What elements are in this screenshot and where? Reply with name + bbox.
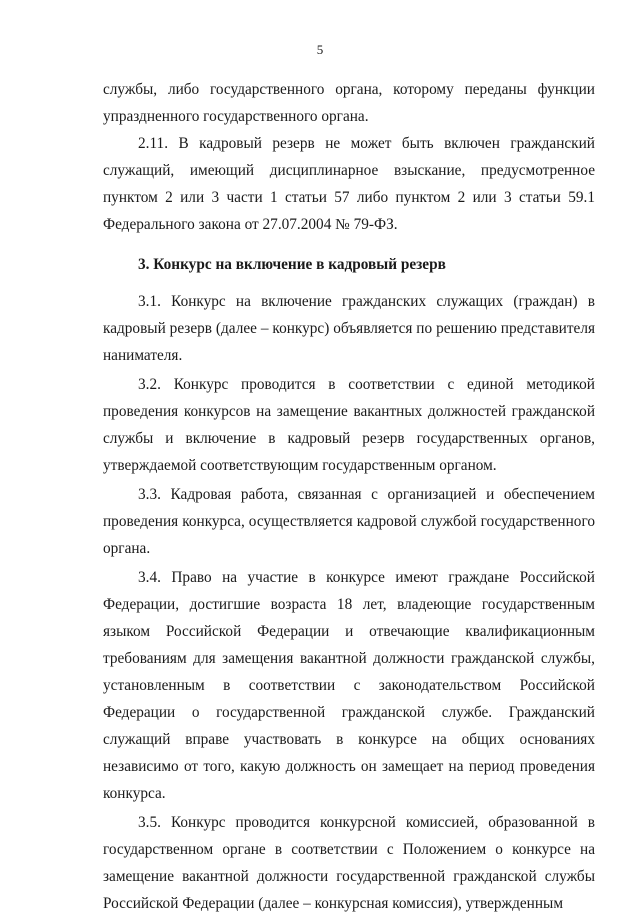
paragraph-3-2: 3.2. Конкурс проводится в соответствии с единой методикой проведения конкурсов на замещение вакантных должностей гражданской службы и включение в кадровый резерв государственных органов, утверждаемой соответствующим государственным органом.: [103, 376, 595, 474]
paragraph-2-11: 2.11. В кадровый резерв не может быть включен гражданский служащий, имеющий дисциплинарное взыскание, предусмотренное пунктом 2 или 3 части 1 статьи 57 либо пунктом 2 или 3 статьи 59.1 Федерального закона от 27.07.2004 № 79-ФЗ.: [103, 135, 595, 233]
paragraph-3-4: 3.4. Право на участие в конкурсе имеют граждане Российской Федерации, достигшие возраста 18 лет, владеющие государственным языком Российской Федерации и отвечающие квалификационным требованиям для замещения вакантной должности гражданской службы, установленным в соответствии с законодательством Российской Федерации о государственной гражданской службе. Гражданский служащий вправе участвовать в конкурсе на общих основаниях независимо от того, какую должность он замещает на период проведения конкурса.: [103, 569, 595, 802]
section-heading: 3. Конкурс на включение в кадровый резерв: [138, 256, 446, 273]
paragraph-3-3: 3.3. Кадровая работа, связанная с организацией и обеспечением проведения конкурса, осуществляется кадровой службой государственного органа.: [103, 486, 595, 557]
document-body: [103, 76, 595, 917]
page-number: 5: [316, 42, 324, 57]
paragraph-continuation: службы, либо государственного органа, которому переданы функции упраздненного государственного органа.: [103, 81, 595, 125]
paragraph-3-5: 3.5. Конкурс проводится конкурсной комиссией, образованной в государственном органе в соответствии с Положением о конкурсе на замещение вакантной должности государственной гражданской службы Российской Федерации (далее – конкурсная комиссия), утвержденным: [103, 814, 595, 912]
paragraph-3-1: 3.1. Конкурс на включение гражданских служащих (граждан) в кадровый резерв (далее – конкурс) объявляется по решению представителя нанимателя.: [103, 293, 595, 364]
